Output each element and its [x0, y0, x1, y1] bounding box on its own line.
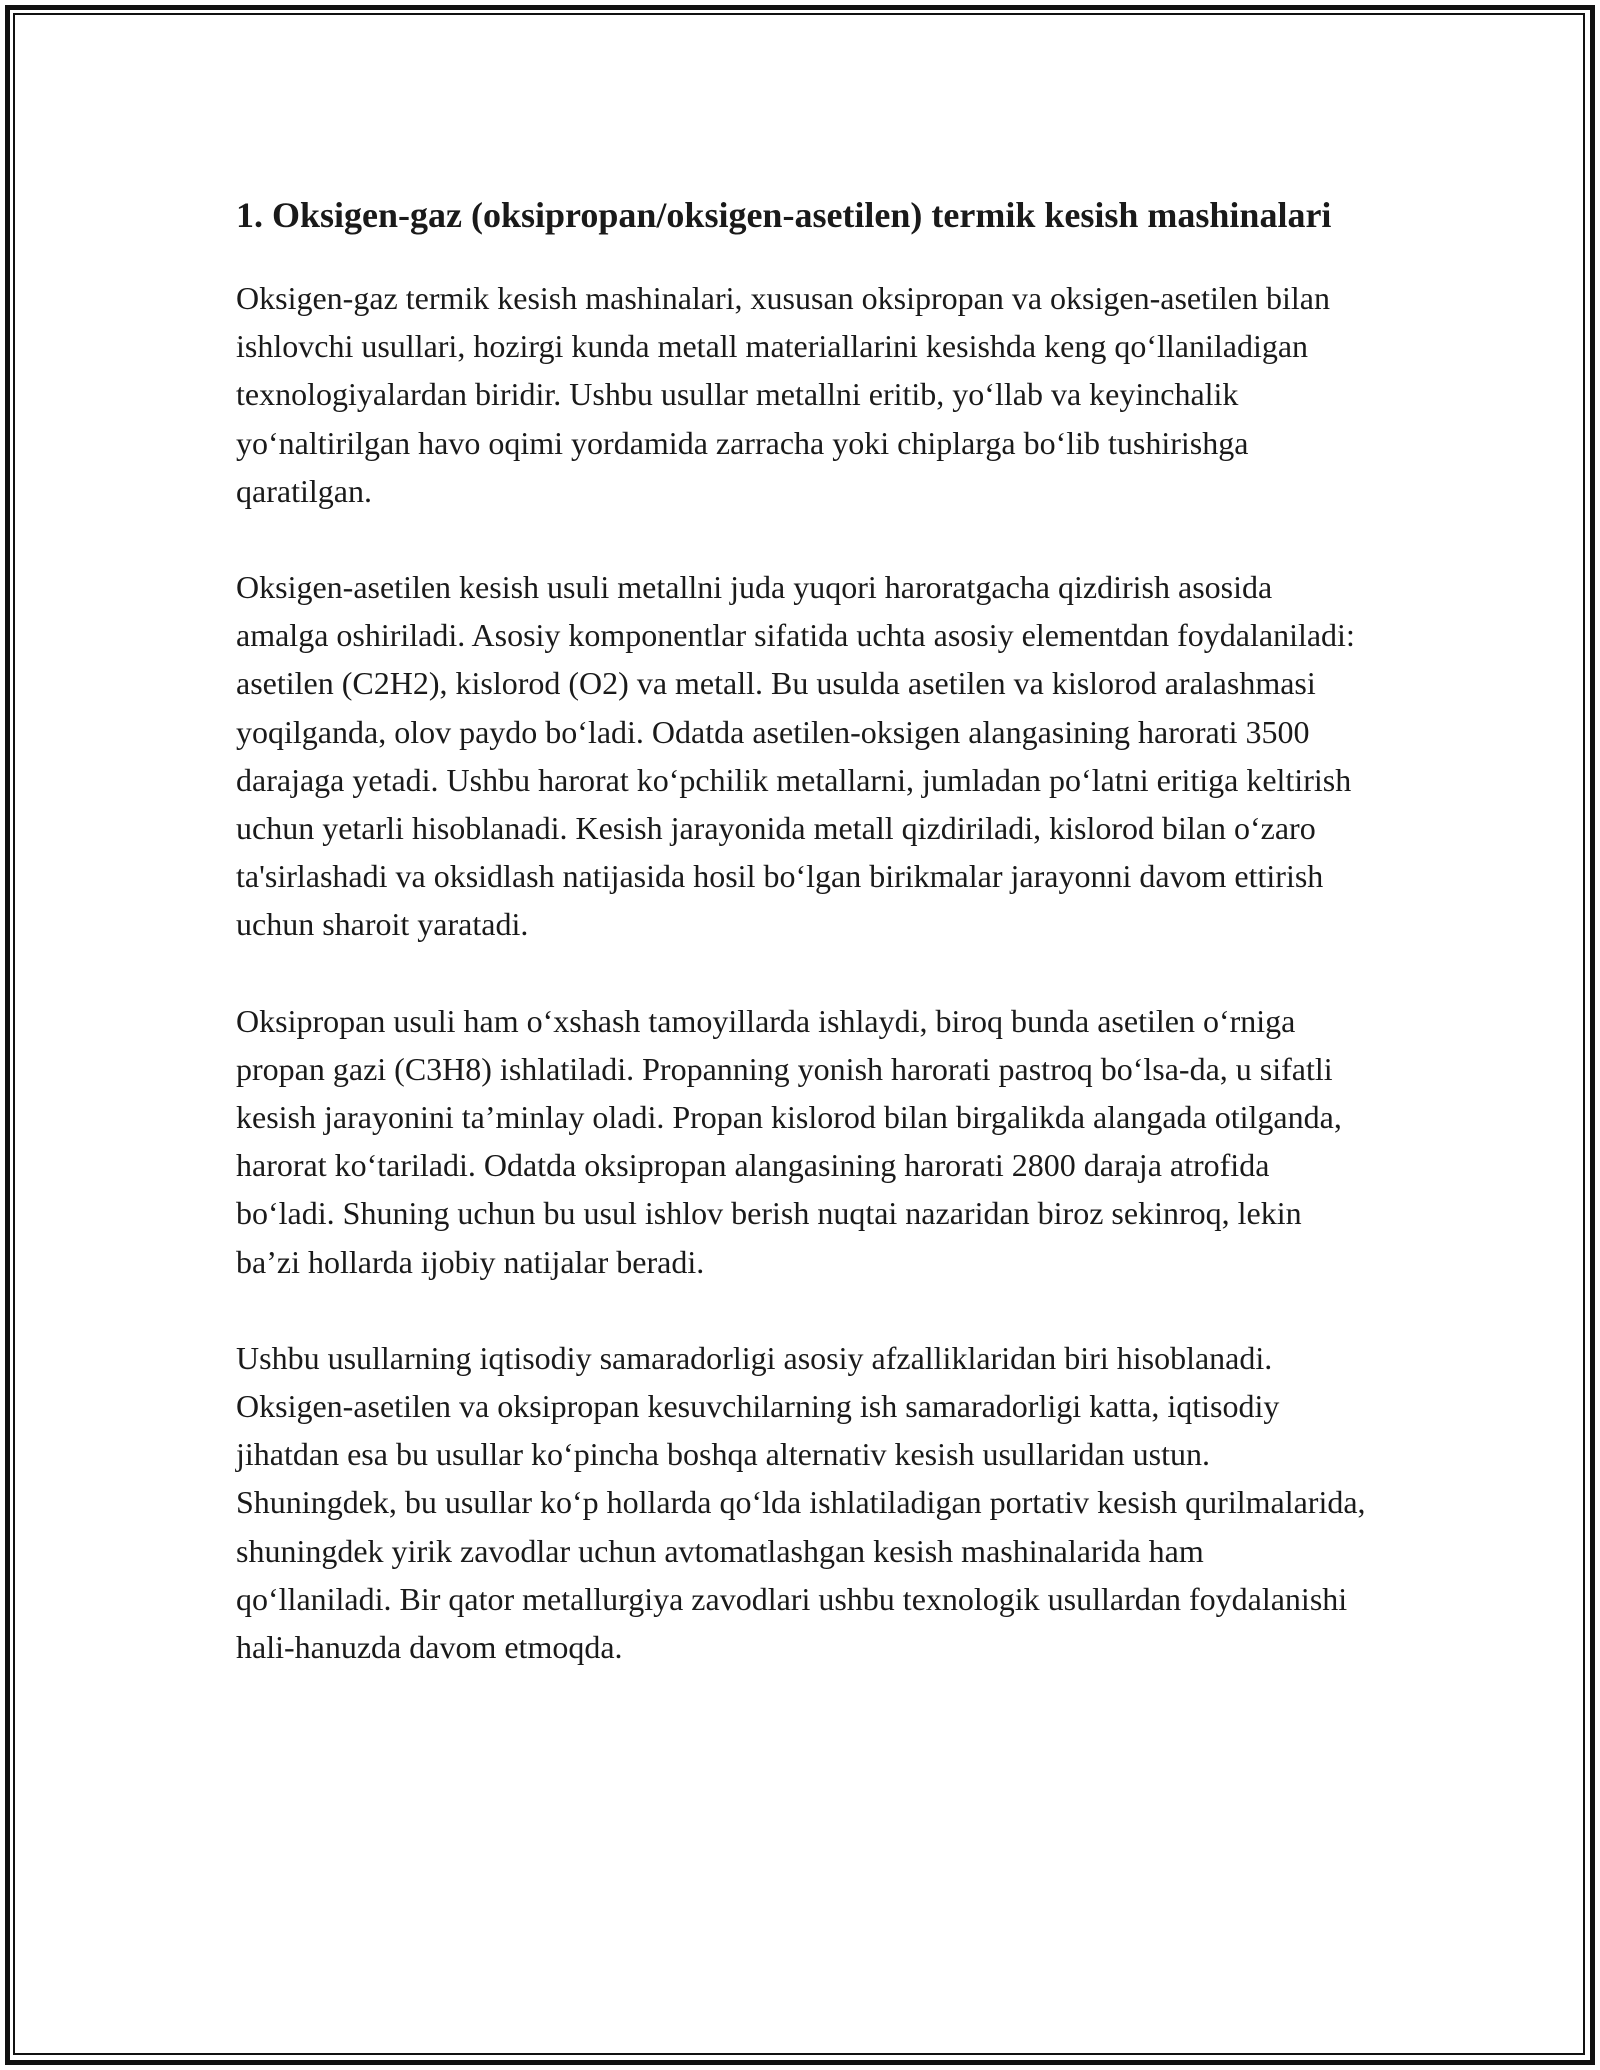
document-body [236, 188, 1366, 1719]
paragraph-oxy-acetylene: Oksigen-asetilen kesish usuli metallni juda yuqori haroratgacha qizdirish asosida amalga oshiriladi. Asosiy komponentlar sifatida uchta asosiy elementdan foydalaniladi: asetilen (C2H2), kislorod (O2) va metall. Bu usulda asetilen va kislorod aralashmasi yoqilganda, olov paydo bo‘ladi. Odatda asetilen-oksigen alangasining harorati 3500 darajaga yetadi. Ushbu harorat ko‘pchilik metallarni, jumladan po‘latni eritiga keltirish uchun yetarli hisoblanadi. Kesish jarayonida metall qizdiriladi, kislorod bilan o‘zaro ta'sirlashadi va oksidlash natijasida hosil bo‘lgan birikmalar jarayonni davom ettirish uchun sharoit yaratadi. [236, 569, 1355, 943]
paragraph-economic-efficiency: Ushbu usullarning iqtisodiy samaradorligi asosiy afzalliklaridan biri hisoblanadi. Oksigen-asetilen va oksipropan kesuvchilarning ish samaradorligi katta, iqtisodiy jihatdan esa bu usullar ko‘pincha boshqa alternativ kesish usullaridan ustun. Shuningdek, bu usullar ko‘p hollarda qo‘lda ishlatiladigan portativ kesish qurilmalarida, shuningdek yirik zavodlar uchun avtomatlashgan kesish mashinalarida ham qo‘llaniladi. Bir qator metallurgiya zavodlari ushbu texnologik usullardan foydalanishi hali-hanuzda davom etmoqda. [236, 1339, 1366, 1666]
paragraph-oxy-propane: Oksipropan usuli ham o‘xshash tamoyillarda ishlaydi, biroq bunda asetilen o‘rniga propan gazi (C3H8) ishlatiladi. Propanning yonish harorati pastroq bo‘lsa-da, u sifatli kesish jarayonini ta’minlay oladi. Propan kislorod bilan birgalikda alangada otilganda, harorat ko‘tariladi. Odatda oksipropan alangasining harorati 2800 daraja atrofida bo‘ladi. Shuning uchun bu usul ishlov berish nuqtai nazaridan biroz sekinroq, lekin ba’zi hollarda ijobiy natijalar beradi. [236, 1002, 1342, 1280]
paragraph-intro: Oksigen-gaz termik kesish mashinalari, xususan oksipropan va oksigen-asetilen bilan ishlovchi usullari, hozirgi kunda metall materiallarini kesishda keng qo‘llaniladigan texnologiyalardan biridir. Ushbu usullar metallni eritib, yo‘llab va keyinchalik yo‘naltirilgan havo oqimi yordamida zarracha yoki chiplarga bo‘lib tushirishga qaratilgan. [236, 280, 1330, 509]
section-heading: 1. Oksigen-gaz (oksipropan/oksigen-asetilen) termik kesish mashinalari [236, 195, 1332, 235]
